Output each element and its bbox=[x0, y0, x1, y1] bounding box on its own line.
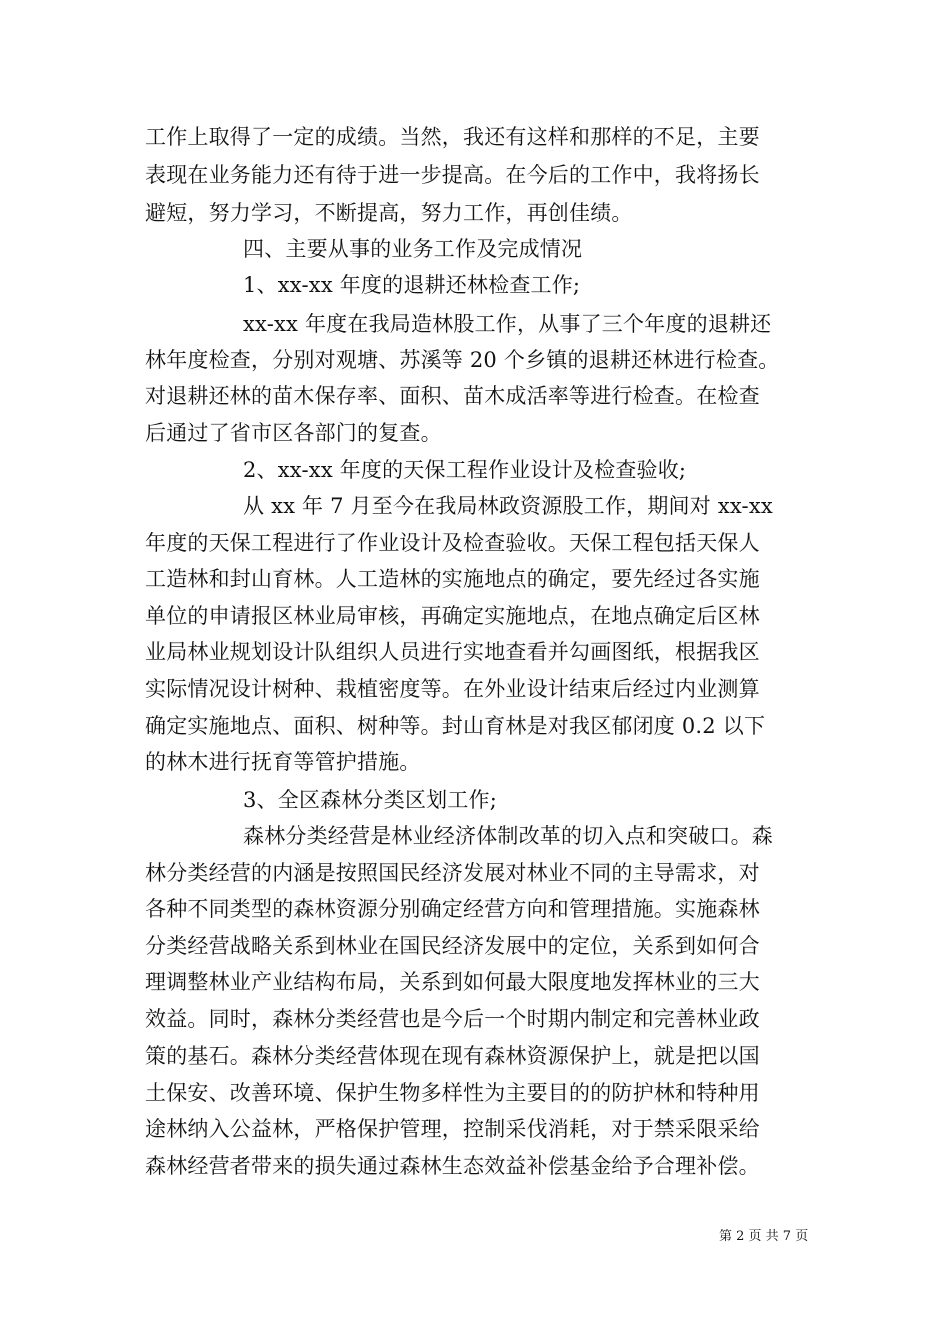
text-line: 森林分类经营是林业经济体制改革的切入点和突破口。森 bbox=[243, 824, 773, 848]
text-line: 确定实施地点、面积、树种等。封山育林是对我区郁闭度 0.2 以下 bbox=[145, 714, 766, 738]
subsection-heading: 3、全区森林分类区划工作; bbox=[243, 788, 498, 812]
section-heading: 四、主要从事的业务工作及完成情况 bbox=[243, 237, 583, 261]
subsection-heading: 2、xx-xx 年度的天保工程作业设计及检查验收; bbox=[243, 458, 687, 482]
text-line: 森林经营者带来的损失通过森林生态效益补偿基金给予合理补偿。 bbox=[145, 1154, 760, 1178]
text-line: 理调整林业产业结构布局，关系到如何最大限度地发挥林业的三大 bbox=[145, 970, 760, 994]
text-line: 年度的天保工程进行了作业设计及检查验收。天保工程包括天保人 bbox=[145, 531, 760, 555]
text-line: 林年度检查，分别对观塘、苏溪等 20 个乡镇的退耕还林进行检查。 bbox=[145, 348, 780, 372]
subsection-heading: 1、xx-xx 年度的退耕还林检查工作; bbox=[243, 273, 581, 297]
text-line: 各种不同类型的森林资源分别确定经营方向和管理措施。实施森林 bbox=[145, 897, 760, 921]
text-line: 途林纳入公益林，严格保护管理，控制采伐消耗，对于禁采限采给 bbox=[145, 1117, 760, 1141]
text-line: 单位的申请报区林业局审核，再确定实施地点，在地点确定后区林 bbox=[145, 604, 760, 628]
text-line: 从 xx 年 7 月至今在我局林政资源股工作，期间对 xx-xx bbox=[243, 494, 773, 518]
text-line: 工造林和封山育林。人工造林的实施地点的确定，要先经过各实施 bbox=[145, 567, 760, 591]
text-line: 工作上取得了一定的成绩。当然，我还有这样和那样的不足，主要 bbox=[145, 125, 760, 149]
text-line: 实际情况设计树种、栽植密度等。在外业设计结束后经过内业测算 bbox=[145, 677, 760, 701]
text-line: 表现在业务能力还有待于进一步提高。在今后的工作中，我将扬长 bbox=[145, 163, 760, 187]
text-line: 效益。同时，森林分类经营也是今后一个时期内制定和完善林业政 bbox=[145, 1007, 760, 1031]
page-number: 第 2 页 共 7 页 bbox=[719, 1229, 809, 1244]
text-line: 策的基石。森林分类经营体现在现有森林资源保护上，就是把以国 bbox=[145, 1044, 760, 1068]
text-line: xx-xx 年度在我局造林股工作，从事了三个年度的退耕还 bbox=[243, 312, 772, 336]
text-line: 业局林业规划设计队组织人员进行实地查看并勾画图纸，根据我区 bbox=[145, 640, 760, 664]
text-line: 分类经营战略关系到林业在国民经济发展中的定位，关系到如何合 bbox=[145, 934, 760, 958]
text-line: 对退耕还林的苗木保存率、面积、苗木成活率等进行检查。在检查 bbox=[145, 384, 760, 408]
text-line: 避短，努力学习，不断提高，努力工作，再创佳绩。 bbox=[145, 201, 633, 225]
text-line: 林分类经营的内涵是按照国民经济发展对林业不同的主导需求，对 bbox=[145, 861, 760, 885]
text-line: 后通过了省市区各部门的复查。 bbox=[145, 421, 442, 445]
text-line: 土保安、改善环境、保护生物多样性为主要目的的防护林和特种用 bbox=[145, 1081, 760, 1105]
text-line: 的林木进行抚育等管护措施。 bbox=[145, 750, 421, 774]
